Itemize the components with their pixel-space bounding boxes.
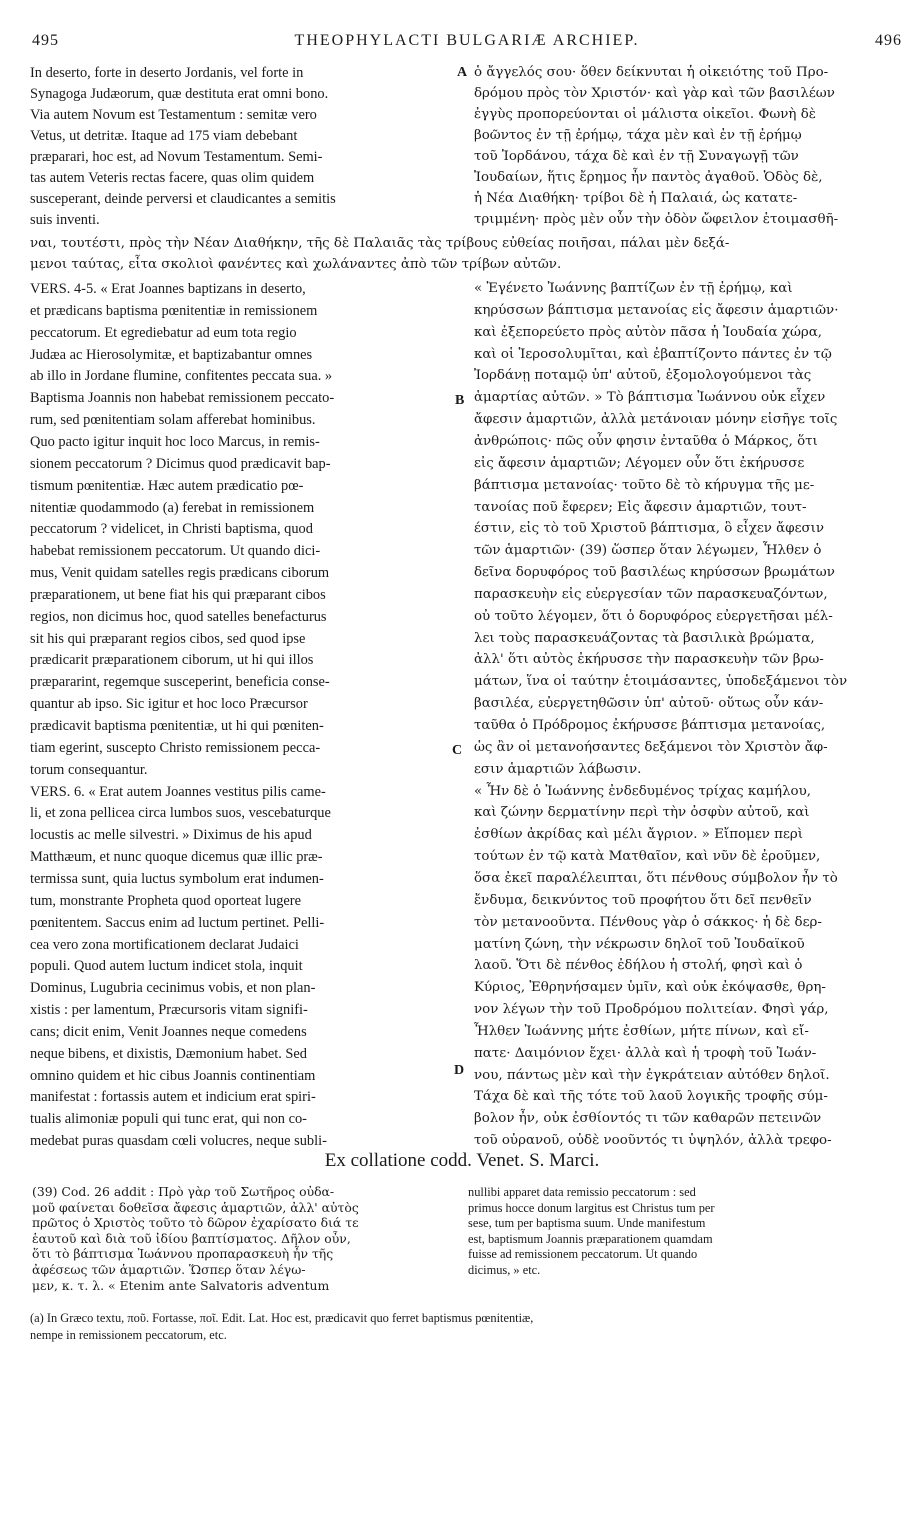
latin-line: VERS. 4-5. « Erat Joannes baptizans in deserto, [30, 281, 306, 297]
full-width-line: ναι, τουτέστι, πρὸς τὴν Νέαν Διαθήκην, τῆς δὲ Παλαιᾶς τὰς τρίβους εὐθείας ποιῆσαι, πάλαι μὲν δεξά- [30, 236, 730, 251]
latin-line: torum consequantur. [30, 761, 148, 778]
latin-line: sionem peccatorum ? Dicimus quod prædicavit bap- [30, 455, 331, 472]
footnote-line: nullibi apparet data remissio peccatorum : sed [468, 1185, 696, 1199]
latin-line: præpararint, regemque susceperint, beneficia conse- [30, 674, 330, 691]
latin-line: locustis ac melle silvestri. » Diximus de his apud [30, 827, 312, 844]
latin-line: cea vero zona mortificationem declarat Judaici [30, 936, 299, 953]
greek-line: Κύριος, Ἐθρηνήσαμεν ὑμῖν, καὶ οὐκ ἐκόψασθε, θρη- [474, 980, 826, 996]
footnote-line: dicimus, » etc. [468, 1263, 541, 1277]
greek-line: καὶ ζώνην δερματίνην περὶ τὴν ὀσφὺν αὐτοῦ, καὶ [474, 805, 810, 821]
latin-line: xistis : per lamentum, Præcursoris vitam signifi- [30, 1002, 308, 1019]
greek-line: εἰς ἄφεσιν ἁμαρτιῶν; Λέγομεν οὖν ὅτι ἐκήρυσσε [474, 455, 805, 471]
greek-line: κηρύσσων βάπτισμα μετανοίας εἰς ἄφεσιν ἁμαρτιῶν· [474, 302, 839, 318]
latin-line: tualis alimoniæ populi qui tunc erat, qui non co- [30, 1111, 307, 1128]
latin-line: Matthæum, et nunc quoque dicemus quæ illic præ- [30, 849, 323, 866]
latin-line: li, et zona pellicea circa lumbos suos, vescebaturque [30, 805, 331, 822]
latin-line: rum, sed pœnitentiam solam afferebat hominibus. [30, 412, 316, 429]
greek-line: ὅσα ἐκεῖ παραλέλειπται, ὅτι πένθους σύμβολον ἦν τὸ [474, 870, 838, 886]
greek-line: ἐγγὺς προπορεύονται οἱ μάλιστα οἰκεῖοι. Φωνὴ δὲ [474, 107, 816, 122]
greek-line: ὁ ἄγγελός σου· ὅθεν δείκνυται ἡ οἰκειότης τοῦ Προ- [474, 65, 829, 80]
greek-line: νον λέγων τὴν τοῦ Προδρόμου πολιτείαν. Φησὶ γάρ, [474, 1002, 829, 1018]
latin-line: præparationem, ut bene fiat his qui præparant cibos [30, 586, 326, 603]
greek-line: οὐ τοῦτο λέγομεν, ὅτι ὁ δορυφόρος εὐεργετῆσαι μέλ- [474, 608, 833, 624]
greek-line: δεῖνα δορυφόρος τοῦ βασιλέως κηρύσσων βρωμάτων [474, 565, 835, 581]
latin-line: omnino quidem et hic cibus Joannis continentiam [30, 1067, 316, 1084]
latin-line: Quo pacto igitur inquit hoc loco Marcus, in remis- [30, 433, 320, 450]
footnote-line: ὅτι τὸ βάπτισμα Ἰωάννου προπαρασκευὴ ἦν τῆς [32, 1246, 334, 1262]
greek-line: τούτων ἐν τῷ κατὰ Ματθαῖον, καὶ νῦν δὲ ἐροῦμεν, [474, 849, 821, 865]
latin-line: tiam egerint, suscepto Christo remissionem pecca- [30, 739, 321, 756]
margin-mark: C [452, 743, 463, 758]
greek-line: παρασκευὴν εἰς εὐεργεσίαν τῶν παρασκευαζόντων, [474, 586, 828, 602]
greek-line: λει τοὺς παρασκευάζοντας τὰ βασιλικὰ βρώματα, [474, 630, 815, 646]
greek-line: ματίνη ζώνη, τὴν νέκρωσιν δηλοῖ τοῦ Ἰουδαϊκοῦ [474, 936, 805, 952]
footnote-line: (39) Cod. 26 addit : Πρὸ γὰρ τοῦ Σωτῆρος οὐδα- [32, 1184, 335, 1199]
latin-line: ab illo in Jordane flumine, confitentes peccata sua. » [30, 368, 333, 385]
latin-line: Dominus, Lugubria cecinimus vobis, et non plan- [30, 980, 316, 997]
latin-line: medebat puras quasdam cœli volucres, neque subli- [30, 1133, 327, 1150]
greek-line: τῶν ἁμαρτιῶν· (39) ὥσπερ ὅταν λέγωμεν, Ἦλθεν ὁ [474, 543, 822, 559]
latin-line: populi. Quod autem luctum indicet stola, inquit [30, 958, 303, 975]
footnote-line: est, baptismum Joannis præparationem quamdam [468, 1231, 713, 1246]
greek-line: ἀνθρώποις· πῶς οὖν φησιν ἐνταῦθα ὁ Μάρκος, ὅτι [474, 433, 818, 449]
latin-line: In deserto, forte in deserto Jordanis, vel forte in [30, 65, 304, 81]
greek-line: Τάχα δὲ καὶ τῆς τότε τοῦ λαοῦ λογικῆς τροφῆς σύμ- [474, 1089, 828, 1105]
latin-line: mus, Venit quidam satelles regis prædicans ciborum [30, 565, 330, 582]
latin-line: susceperant, deinde perversi et claudicantes a semitis [30, 191, 336, 207]
greek-line: τριμμένη· πρὸς μὲν οὖν τὴν ὁδὸν ὤφειλον ἑτοιμασθῆ- [474, 212, 839, 227]
footnote-line: μεν, κ. τ. λ. « Etenim ante Salvatoris adventum [32, 1277, 330, 1293]
greek-line: Ἰορδάνῃ ποταμῷ ὑπ' αὐτοῦ, ἐξομολογούμενοι τὰς [474, 368, 812, 384]
footnote-line: μοῦ φαίνεται δοθεῖσα ἄφεσις ἁμαρτιῶν, ἀλλ' αὐτὸς [32, 1199, 359, 1215]
latin-line: tismum pœnitentiæ. Hæc autem prædicatio pœ- [30, 477, 304, 494]
latin-line: neque bibens, et dixistis, Dæmonium habet. Sed [30, 1045, 307, 1062]
page-number-right: 496 [875, 32, 902, 49]
greek-line: τοῦ Ἰορδάνου, τάχα δὲ καὶ ἐν τῇ Συναγωγῇ τῶν [474, 149, 799, 164]
latin-line: Synagoga Judæorum, quæ destituta erat omni bono. [30, 86, 329, 102]
greek-line: ἐσθίων ἀκρίδας καὶ μέλι ἄγριον. » Εἴπομεν περὶ [474, 827, 804, 843]
full-width-line: μενοι ταύτας, εἶτα σκολιοὶ φανέντες καὶ χωλάναντες ἀπὸ τῶν τρίβων αὐτῶν. [30, 257, 562, 272]
latin-line: Judæa ac Hierosolymitæ, et baptizabantur omnes [30, 346, 313, 363]
note-line: nempe in remissionem peccatorum, etc. [30, 1328, 227, 1342]
greek-line: τανοίας ποῦ ἔφερεν; Εἰς ἄφεσιν ἁμαρτιῶν, τουτ- [474, 499, 807, 515]
latin-line: regios, non dicimus hoc, quod satelles benefacturus [30, 608, 327, 625]
greek-line: « Ἦν δὲ ὁ Ἰωάννης ἐνδεδυμένος τρίχας καμήλου, [474, 783, 812, 799]
greek-line: Ἰουδαίων, ἥτις ἔρημος ἦν παντὸς ἀγαθοῦ. Ὁδὸς δὲ, [474, 170, 823, 185]
latin-line: suis inventi. [30, 212, 100, 228]
latin-line: et prædicans baptisma pœnitentiæ in remissionem [30, 302, 318, 319]
latin-line: termissa sunt, quia luctus symbolum erat indumen- [30, 870, 324, 887]
greek-line: βασιλέα, εὐεργετηθῶσιν ὑπ' αὐτοῦ· οὕτως οὖν κάν- [474, 696, 824, 712]
latin-line: Via autem Novum est Testamentum : semitæ vero [30, 107, 317, 123]
collation-heading: Ex collatione codd. Venet. S. Marci. [324, 1150, 600, 1171]
margin-mark: D [454, 1063, 465, 1078]
greek-line: μάτων, ἵνα οἱ ταύτην ἑτοιμάσαντες, ὑποδεξάμενοι τὸν [474, 674, 848, 690]
greek-line: τοῦ οὐρανοῦ, οὐδὲ νοοῦντός τι ὑψηλόν, ἀλλὰ τρεφο- [474, 1133, 832, 1149]
greek-line: ἄφεσιν ἁμαρτιῶν, ἀλλὰ μετάνοιαν μόνην εἰσῆγε τοῖς [474, 412, 838, 428]
latin-line: quantur ab ipso. Sic igitur et hoc loco Præcursor [30, 696, 308, 713]
margin-mark: B [455, 393, 465, 408]
footnote-line: primus hocce donum largitus est Christus tum per [468, 1200, 715, 1215]
running-title: THEOPHYLACTI BULGARIÆ ARCHIEP. [294, 32, 640, 49]
footnote-line: ἀφέσεως τῶν ἁμαρτιῶν. Ὥσπερ ὅταν λέγω- [32, 1262, 306, 1277]
greek-line: ἀλλ' ὅτι αὐτὸς ἐκήρυσσε τὴν παρασκευὴν τῶν βρω- [474, 652, 824, 668]
latin-line: peccatorum ? videlicet, in Christi baptisma, quod [30, 521, 313, 538]
greek-line: « Ἐγένετο Ἰωάννης βαπτίζων ἐν τῇ ἐρήμῳ, καὶ [474, 281, 793, 296]
latin-line: præparari, hoc est, ad Novum Testamentum. Semi- [30, 149, 323, 165]
greek-line: βοῶντος ἐν τῇ ἐρήμῳ, τάχα μὲν καὶ ἐν τῇ ἐρήμῳ [474, 128, 802, 143]
latin-line: Baptisma Joannis non habebat remissionem peccato- [30, 390, 335, 407]
greek-line: τὸν μετανοοῦντα. Πένθους γὰρ ὁ σάκκος· ἡ δὲ δερ- [474, 914, 822, 930]
latin-line: prædicavit baptisma pœnitentiæ, ut hi qui pœniten- [30, 718, 324, 734]
latin-line: nitentiæ quodammodo (a) ferebat in remissionem [30, 499, 315, 516]
footnote-line: sese, tum per baptisma suum. Unde manifestum [468, 1216, 706, 1231]
greek-line: ἔνδυμα, δεικνύντος τοῦ προφήτου ὅτι δεῖ πενθεῖν [474, 892, 812, 908]
latin-line: prædicarit præparationem ciborum, ut hi qui illos [30, 652, 314, 669]
footnote-line: fuisse ad remissionem peccatorum. Ut quando [468, 1247, 698, 1262]
latin-line: Vetus, ut detritæ. Itaque ad 175 viam debebant [30, 128, 298, 144]
latin-line: VERS. 6. « Erat autem Joannes vestitus pilis came- [30, 783, 326, 800]
greek-line: βάπτισμα μετανοίας· τοῦτο δὲ τὸ κήρυγμα τῆς με- [474, 477, 815, 493]
latin-line: sit his qui præparant regios cibos, sed quod ipse [30, 630, 306, 647]
latin-line: tas autem Veteris rectas facere, quas olim quidem [30, 170, 315, 186]
greek-line: ταῦθα ὁ Πρόδρομος ἐκήρυσσε βάπτισμα μετανοίας, [474, 718, 826, 733]
running-header [32, 32, 902, 56]
note-line: (a) In Græco textu, ποῦ. Fortasse, ποῖ. Edit. Lat. Hoc est, prædicavit quo ferret baptismus pœnitentiæ, [30, 1311, 534, 1325]
latin-line: cans; dicit enim, Venit Joannes neque comedens [30, 1023, 307, 1040]
greek-line: Ἦλθεν Ἰωάννης μήτε ἐσθίων, μήτε πίνων, καὶ εἴ- [474, 1023, 809, 1039]
greek-line: έστιν, εἰς τὸ τοῦ Χριστοῦ βάπτισμα, ὃ εἶχεν ἄφεσιν [474, 521, 825, 537]
greek-line: καὶ οἱ Ἱεροσολυμῖται, καὶ ἐβαπτίζοντο πάντες ἐν τῷ [474, 346, 832, 362]
greek-line: νου, πάντως μὲν καὶ τὴν ἐγκράτειαν αὐτόθεν δηλοῖ. [474, 1067, 830, 1083]
greek-line: βολον ἦν, οὐκ ἐσθίοντός τι τῶν καθαρῶν πετεινῶν [474, 1111, 822, 1127]
margin-mark: A [457, 65, 468, 80]
greek-line: ὡς ἂν οἱ μετανοήσαντες δεξάμενοι τὸν Χριστὸν ἄφ- [474, 739, 828, 755]
latin-line: tum, monstrante Propheta quod oporteat lugere [30, 892, 301, 909]
latin-line: habebat remissionem peccatorum. Ut quando dici- [30, 543, 321, 560]
greek-line: ἁμαρτίας αὐτῶν. » Τὸ βάπτισμα Ἰωάννου οὐκ εἶχεν [474, 390, 826, 406]
latin-line: peccatorum. Et egrediebatur ad eum tota regio [30, 324, 297, 341]
greek-line: εσιν ἁμαρτιῶν λάβωσιν. [474, 761, 642, 777]
footnote-line: πρῶτος ὁ Χριστὸς τοῦτο τὸ δῶρον ἐχαρίσατο διά τε [32, 1215, 359, 1231]
greek-line: καὶ ἐξεπορεύετο πρὸς αὐτὸν πᾶσα ἡ Ἰουδαία χώρα, [474, 324, 823, 340]
greek-line: πατε· Δαιμόνιον ἔχει· ἀλλὰ καὶ ἡ τροφὴ τοῦ Ἰωάν- [474, 1045, 817, 1061]
latin-line: pœnitentem. Saccus enim ad luctum pertinet. Pelli- [30, 914, 325, 931]
greek-line: δρόμου πρὸς τὸν Χριστόν· καὶ γὰρ καὶ τῶν βασιλέων [474, 86, 835, 101]
greek-line: λαοῦ. Ὅτι δὲ πένθος ἐδήλου ἡ στολή, φησὶ καὶ ὁ [474, 958, 803, 974]
page-number-left: 495 [32, 32, 59, 49]
latin-line: manifestat : fortassis autem et indicium erat spiri- [30, 1089, 316, 1106]
footnote-line: ἑαυτοῦ καὶ διὰ τοῦ ἰδίου βαπτίσματος. Δῆλον οὖν, [32, 1230, 351, 1246]
greek-line: ἡ Νέα Διαθήκη· τρίβοι δὲ ἡ Παλαιά, ὡς κατατε- [474, 191, 798, 206]
